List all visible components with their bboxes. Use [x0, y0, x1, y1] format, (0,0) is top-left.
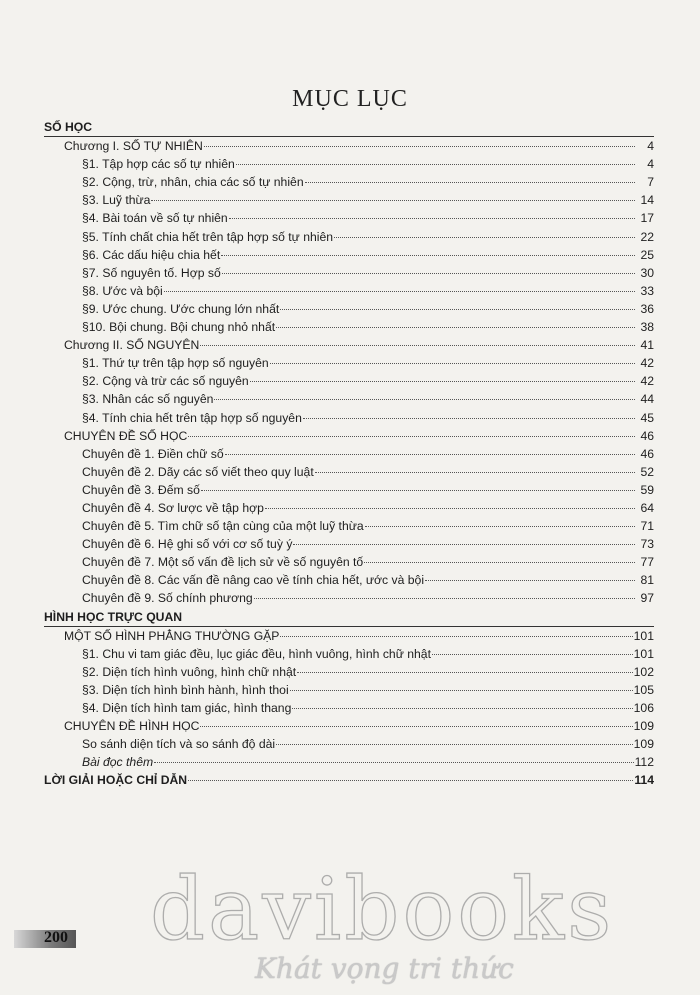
toc-entry	[44, 517, 654, 535]
toc-entry-page: 17	[640, 211, 654, 226]
toc-entry-title: §3. Nhân các số nguyên	[82, 392, 214, 407]
toc-entry-page: 109	[633, 737, 654, 752]
toc-entry-page: 114	[634, 773, 654, 788]
toc-entry-page: 101	[633, 646, 654, 661]
toc-entry-page: 42	[640, 374, 654, 389]
toc-leader-dots	[315, 472, 635, 473]
toc-entry-title: §1. Thứ tự trên tập hợp số nguyên	[82, 356, 269, 371]
toc-entry	[44, 318, 654, 336]
toc-entry-page: 36	[640, 301, 654, 316]
toc-entry	[44, 228, 654, 246]
toc-entry	[44, 717, 654, 735]
toc-entry-page: 33	[640, 283, 654, 298]
toc-entry	[44, 608, 654, 627]
toc-entry	[44, 372, 654, 390]
toc-leader-dots	[229, 218, 635, 219]
toc-entry	[44, 627, 654, 645]
toc-entry-title: §4. Bài toán về số tự nhiên	[82, 211, 228, 226]
toc-entry	[44, 753, 654, 771]
toc-entry-title: §7. Số nguyên tố. Hợp số	[82, 265, 221, 280]
toc-leader-dots	[151, 200, 635, 201]
toc-entry-title: MỘT SỐ HÌNH PHẲNG THƯỜNG GẶP	[64, 628, 280, 643]
toc-entry-title: §4. Diện tích hình tam giác, hình thang	[82, 701, 292, 715]
toc-entry-title: Chuyên đề 8. Các vấn đề nâng cao về tính chia hết, ước và bội	[82, 573, 425, 588]
toc-leader-dots	[225, 454, 635, 455]
toc-entry-page: 45	[640, 410, 654, 425]
toc-entry	[44, 445, 654, 463]
toc-entry-title: §9. Ước chung. Ước chung lớn nhất	[82, 301, 280, 316]
toc-entry-title: Chuyên đề 7. Một số vấn đề lịch sử về số nguyên tố	[82, 555, 364, 570]
toc-leader-dots	[276, 744, 633, 745]
toc-leader-dots	[292, 708, 632, 709]
page-number: 200	[44, 929, 68, 946]
toc-entry-page: 42	[640, 356, 654, 371]
toc-leader-dots	[204, 146, 635, 147]
toc-entry-page: 44	[640, 392, 654, 407]
toc-leader-dots	[254, 598, 635, 599]
toc-leader-dots	[200, 726, 632, 727]
toc-leader-dots	[188, 436, 635, 437]
toc-entry-title: CHUYÊN ĐỀ SỐ HỌC	[64, 428, 188, 443]
toc-entry-title: §1. Tập hợp các số tự nhiên	[82, 157, 235, 172]
toc-entry-title: Chuyên đề 4. Sơ lược về tập hợp	[82, 500, 264, 515]
toc-entry	[44, 589, 654, 607]
toc-entry	[44, 137, 654, 155]
toc-entry-page: 59	[640, 482, 654, 497]
toc-entry-title: §10. Bội chung. Bội chung nhỏ nhất	[82, 320, 276, 335]
toc-leader-dots	[270, 363, 635, 364]
toc-entry-page: 73	[640, 537, 654, 552]
toc-leader-dots	[297, 672, 633, 673]
toc-entry-page: 22	[640, 229, 654, 244]
toc-leader-dots	[154, 762, 633, 763]
toc-entry	[44, 553, 654, 571]
toc-entry	[44, 246, 654, 264]
toc-entry-page: 4	[647, 139, 654, 154]
toc-entry	[44, 735, 654, 753]
toc-entry	[44, 409, 654, 427]
toc-entry-page: 109	[633, 719, 654, 734]
page-title: MỤC LỤC	[292, 86, 408, 112]
toc-entry-page: 46	[640, 446, 654, 461]
toc-entry-title: HÌNH HỌC TRỰC QUAN	[44, 609, 183, 624]
toc-entry	[44, 300, 654, 318]
toc-entry	[44, 499, 654, 517]
toc-leader-dots	[303, 418, 635, 419]
toc-entry	[44, 390, 654, 408]
toc-entry-page: 105	[633, 682, 654, 697]
toc-entry	[44, 354, 654, 372]
toc-leader-dots	[432, 654, 633, 655]
toc-entry-page: 30	[640, 265, 654, 280]
toc-leader-dots	[290, 690, 633, 691]
toc-entry-title: Chuyên đề 9. Số chính phương	[82, 591, 253, 606]
toc-entry-page: 102	[633, 664, 654, 679]
toc-entry	[44, 118, 654, 137]
toc-leader-dots	[365, 526, 635, 527]
toc-entry-page: 38	[640, 320, 654, 335]
toc-entry-page: 64	[640, 500, 654, 515]
toc-entry-title: Chuyên đề 5. Tìm chữ số tận cùng của một luỹ thừa	[82, 519, 364, 534]
toc-leader-dots	[280, 309, 635, 310]
toc-entry	[44, 191, 654, 209]
toc-entry-page: 97	[640, 591, 654, 606]
toc-leader-dots	[293, 544, 635, 545]
toc-leader-dots	[364, 562, 635, 563]
toc-entry	[44, 209, 654, 227]
toc-entry-title: So sánh diện tích và so sánh độ dài	[82, 737, 276, 752]
toc-entry	[44, 155, 654, 173]
toc-entry	[44, 645, 654, 663]
toc-entry-title: Bài đọc thêm	[82, 755, 154, 770]
toc-leader-dots	[164, 291, 635, 292]
toc-entry-title: Chương I. SỐ TỰ NHIÊN	[64, 139, 203, 154]
toc-entry-title: §5. Tính chất chia hết trên tập hợp số tự nhiên	[82, 229, 334, 244]
toc-entry-title: Chuyên đề 3. Đếm số	[82, 482, 200, 497]
toc-entry	[44, 264, 654, 282]
toc-leader-dots	[188, 780, 633, 781]
toc-entry	[44, 481, 654, 499]
toc-entry-page: 4	[647, 157, 654, 172]
toc-entry-title: §1. Chu vi tam giác đều, lục giác đều, hình vuông, hình chữ nhật	[82, 646, 431, 661]
toc-leader-dots	[250, 381, 635, 382]
toc-entry	[44, 336, 654, 354]
toc-entry	[44, 771, 654, 789]
toc-entry-title: Chuyên đề 6. Hệ ghi số với cơ số tuỳ ý	[82, 537, 293, 552]
toc-leader-dots	[305, 182, 635, 183]
toc-leader-dots	[280, 636, 632, 637]
toc-entry-page: 101	[633, 628, 654, 643]
toc-leader-dots	[221, 255, 635, 256]
toc-entry-title: §2. Cộng và trừ các số nguyên	[82, 374, 249, 389]
toc-entry	[44, 173, 654, 191]
toc-leader-dots	[334, 237, 635, 238]
toc-entry-page: 25	[640, 247, 654, 262]
toc-entry-page: 106	[633, 701, 654, 715]
watermark-slogan: Khát vọng tri thức	[255, 952, 514, 985]
toc-entry	[44, 699, 654, 717]
toc-leader-dots	[201, 490, 635, 491]
toc-entry-title: §3. Diện tích hình bình hành, hình thoi	[82, 682, 289, 697]
toc-entry	[44, 282, 654, 300]
toc-entry	[44, 663, 654, 681]
toc-entry-title: CHUYÊN ĐỀ HÌNH HỌC	[64, 719, 200, 734]
toc-entry	[44, 463, 654, 481]
toc-entry	[44, 571, 654, 589]
toc-leader-dots	[222, 273, 635, 274]
toc-entry-title: LỜI GIẢI HOẶC CHỈ DẪN	[44, 773, 188, 788]
toc-entry	[44, 427, 654, 445]
toc-entry	[44, 535, 654, 553]
toc-entry-page: 41	[640, 338, 654, 353]
toc-leader-dots	[236, 164, 635, 165]
toc-entry-page: 71	[640, 519, 654, 534]
toc-entry-title: SỐ HỌC	[44, 120, 93, 134]
toc-leader-dots	[425, 580, 635, 581]
toc-entry-title: Chuyên đề 2. Dãy các số viết theo quy luật	[82, 464, 314, 479]
toc-entry-title: §8. Ước và bội	[82, 283, 163, 298]
toc-entry-title: Chuyên đề 1. Điền chữ số	[82, 446, 224, 461]
toc-leader-dots	[214, 399, 635, 400]
toc-entry-title: §4. Tính chia hết trên tập hợp số nguyên	[82, 410, 302, 425]
toc-entry-title: Chương II. SỐ NGUYÊN	[64, 338, 200, 353]
toc-entry	[44, 681, 654, 699]
watermark-logo: davibooks	[150, 860, 615, 960]
toc-entry-page: 14	[640, 193, 654, 208]
toc-entry-page: 77	[640, 555, 654, 570]
table-of-contents	[44, 118, 654, 789]
toc-entry-page: 112	[634, 755, 654, 770]
toc-leader-dots	[276, 327, 635, 328]
toc-leader-dots	[200, 345, 635, 346]
toc-entry-page: 81	[640, 573, 654, 588]
toc-entry-title: §2. Diện tích hình vuông, hình chữ nhật	[82, 664, 297, 679]
toc-leader-dots	[265, 508, 635, 509]
toc-entry-title: §2. Cộng, trừ, nhân, chia các số tự nhiên	[82, 175, 304, 190]
toc-entry-page: 52	[640, 464, 654, 479]
toc-entry-page: 46	[640, 428, 654, 443]
toc-entry-page: 7	[647, 175, 654, 190]
toc-entry-title: §3. Luỹ thừa	[82, 193, 151, 208]
toc-entry-title: §6. Các dấu hiệu chia hết	[82, 247, 221, 262]
